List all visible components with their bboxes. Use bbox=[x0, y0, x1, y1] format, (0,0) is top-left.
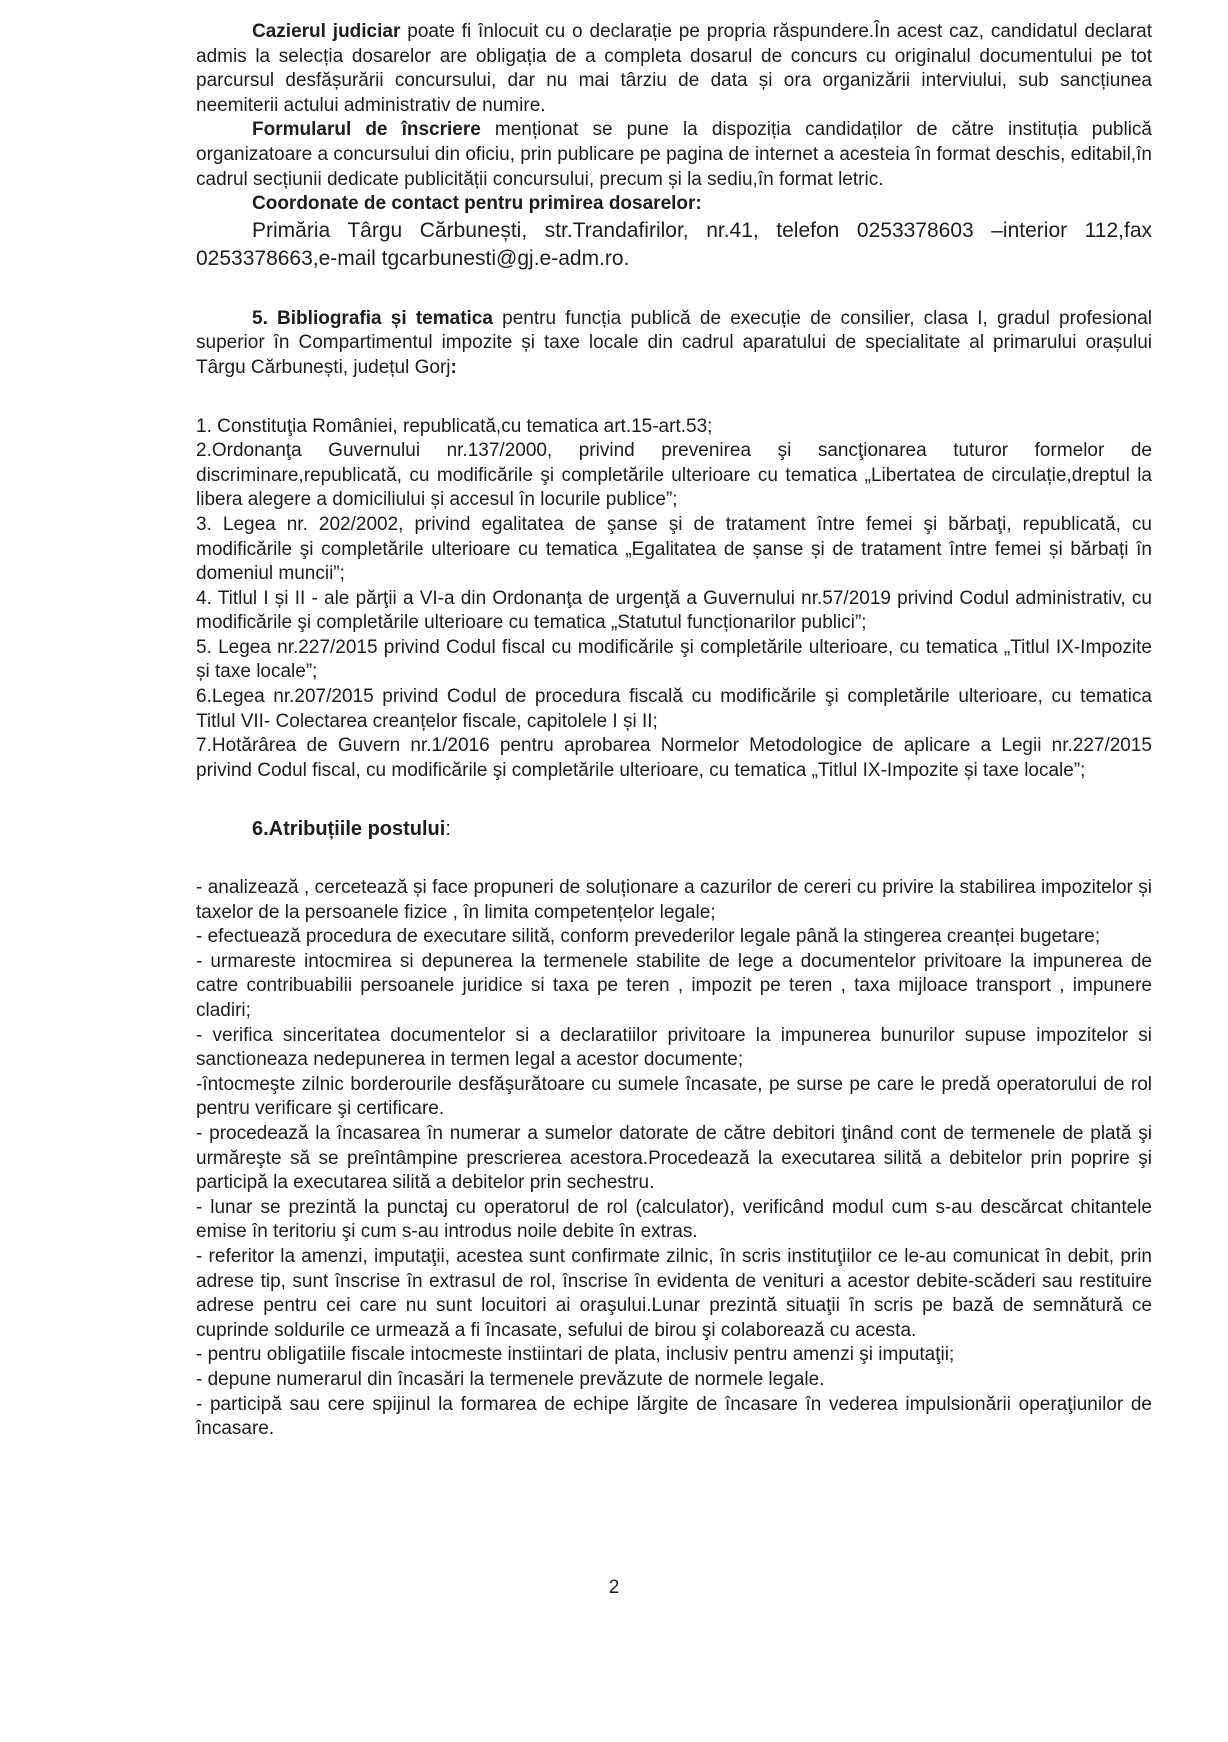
spacer bbox=[196, 381, 1152, 415]
bibliography-colon: : bbox=[450, 356, 457, 378]
duty-item: - referitor la amenzi, imputaţii, acestea sunt confirmate zilnic, în scris instituţiilor ce le-au comunicat în debit, prin adrese tip, sunt înscrise în extrasul de rol, înscrise în evidenta de venituri a acestor debite-scăderi sau restituire adrese pentru cei care nu sunt locuitori ai oraşului.Lunar prezintă situaţii în scris pe bază de semnătură ce cuprinde soldurile ce urmează a fi încasate, sefului de birou şi colaborează cu acesta. bbox=[196, 1245, 1152, 1341]
spacer bbox=[196, 273, 1152, 307]
duty-item: - depune numerarul din încasări la termenele prevăzute de normele legale. bbox=[196, 1368, 825, 1390]
document-body bbox=[196, 20, 1152, 1442]
bibliography-item: 6.Legea nr.207/2015 privind Codul de procedura fiscală cu modificările şi completările ulterioare, cu tematica Titlul VII- Colectarea creanțelor fiscale, capitolele I și II; bbox=[196, 686, 1152, 732]
contact-details: Primăria Târgu Cărbunești, str.Trandafirilor, nr.41, telefon 0253378603 –interior 112,fax 0253378663,e-mail tgcarbunesti@gj.e-adm.ro. bbox=[196, 218, 1152, 270]
bibliography-description: pentru funcția publică de execuție de consilier, clasa I, gradul profesional superior în Compartimentul impozite și taxe locale din cadrul aparatului de specialitate al primarului orașului Târgu Cărbunești, județul Gorj bbox=[196, 307, 1153, 378]
registration-form-text: menționat se pune la dispoziția candidaților de către instituția publică organizatoare a concursului din oficiu, prin publicare pe pagina de internet a acesteia în format deschis, editabil,în cadrul secțiunii dedicate publicității concursului, precum și la sediu,în format letric. bbox=[196, 119, 1152, 190]
bibliography-heading bbox=[196, 307, 1152, 381]
duty-item: - lunar se prezintă la punctaj cu operatorul de rol (calculator), verificând modul cum s-au descărcat chitantele emise în teritoriu şi cum s-au introdus noile debite în extras. bbox=[196, 1196, 1152, 1243]
page-number: 2 bbox=[608, 1577, 620, 1598]
duty-item: - verifica sinceritatea documentelor si a declaratiilor privitoare la impunerea bunurilor supuse impozitelor si sanctioneaza nedepunerea in termen legal a acestor documente; bbox=[196, 1024, 1152, 1071]
bibliography-item: 5. Legea nr.227/2015 privind Codul fiscal cu modificările şi completările ulterioare, cu tematica „Titlul IX-Impozite și taxe locale”; bbox=[196, 636, 1152, 683]
paragraph-registration-form bbox=[196, 118, 1152, 192]
duty-item: - participă sau cere spijinul la formarea de echipe lărgite de încasare în vederea impulsionării operaţiunilor de încasare. bbox=[196, 1393, 1152, 1440]
duty-item: - analizează , cercetează și face propuneri de soluționare a cazurilor de cereri cu privire la stabilirea impozitelor și taxelor de la persoanele fizice , în limita competențelor legale; bbox=[196, 877, 1152, 923]
bibliography-item: 7.Hotărârea de Guvern nr.1/2016 pentru aprobarea Normelor Metodologice de aplicare a Legii nr.227/2015 privind Codul fiscal, cu modificările şi completările ulterioare, cu tematica „Titlul IX-Impozite și taxe locale”; bbox=[196, 735, 1152, 781]
duty-item: - urmareste intocmirea si depunerea la termenele stabilite de lege a documentelor privitoare la impunerea de catre contribuabilii persoanele juridice si taxa pe teren , impozit pe teren , taxa mijloace transport , impunere cladiri; bbox=[196, 950, 1152, 1021]
registration-form-term: Formularul de înscriere bbox=[252, 119, 481, 141]
bibliography-item: 2.Ordonanţa Guvernului nr.137/2000, privind prevenirea şi sancţionarea tuturor formelor de discriminare,republicată, cu modificările şi completările ulterioare cu tematica „Libertatea de circulație,dreptul la libera alegere a domiciliului și accesul în locurile publice”; bbox=[196, 440, 1152, 511]
bibliography-title: 5. Bibliografia și tematica bbox=[252, 307, 493, 329]
bibliography-item: 4. Titlul I și II - ale părţii a VI-a din Ordonanţa de urgenţă a Guvernului nr.57/2019 privind Codul administrativ, cu modificările şi completările ulterioare cu tematica „Statutul funcționarilor publici”; bbox=[196, 587, 1152, 634]
bibliography-item: 3. Legea nr. 202/2002, privind egalitatea de şanse şi de tratament între femei şi bărbaţi, republicată, cu modificările şi completările ulterioare cu tematica „Egalitatea de șanse și de tratament între femei și bărbați în domeniul muncii”; bbox=[196, 513, 1152, 585]
paragraph-criminal-record bbox=[196, 20, 1152, 118]
duty-item: - pentru obligatiile fiscale intocmeste instiintari de plata, inclusiv pentru amenzi şi imputaţii; bbox=[196, 1344, 955, 1366]
spacer bbox=[196, 783, 1152, 817]
duties-colon: : bbox=[445, 818, 451, 841]
duty-item: -întocmeşte zilnic borderourile desfăşurătoare cu sumele încasate, pe surse pe care le predă operatorului de rol pentru verificare şi certificare. bbox=[196, 1073, 1152, 1120]
duties-title: 6.Atribuțiile postului bbox=[252, 818, 446, 841]
spacer bbox=[196, 842, 1152, 876]
duties-heading bbox=[196, 817, 1152, 842]
criminal-record-text: poate fi înlocuit cu o declarație pe propria răspundere.În acest caz, candidatul declarat admis la selecția dosarelor are obligația de a completa dosarul de concurs cu originalul documentului pe tot parcursul desfășurării concursului, dar nu mai târziu de data și ora organizării interviului, sub sancțiunea neemiterii actului administrativ de numire. bbox=[196, 21, 1152, 116]
duty-item: - procedează la încasarea în numerar a sumelor datorate de către debitori ţinând cont de termenele de plată şi urmăreşte să se preîntâmpine prescrierea acestora.Procedează la executarea silită a debitelor prin poprire şi participă la executarea silită a debitelor prin sechestru. bbox=[196, 1122, 1152, 1194]
bibliography-item: 1. Constituţia României, republicată,cu tematica art.15-art.53; bbox=[196, 415, 713, 437]
criminal-record-term: Cazierul judiciar bbox=[252, 21, 401, 42]
contact-heading: Coordonate de contact pentru primirea dosarelor: bbox=[252, 193, 702, 215]
duty-item: - efectuează procedura de executare silită, conform prevederilor legale până la stingerea creanței bugetare; bbox=[196, 926, 1101, 948]
